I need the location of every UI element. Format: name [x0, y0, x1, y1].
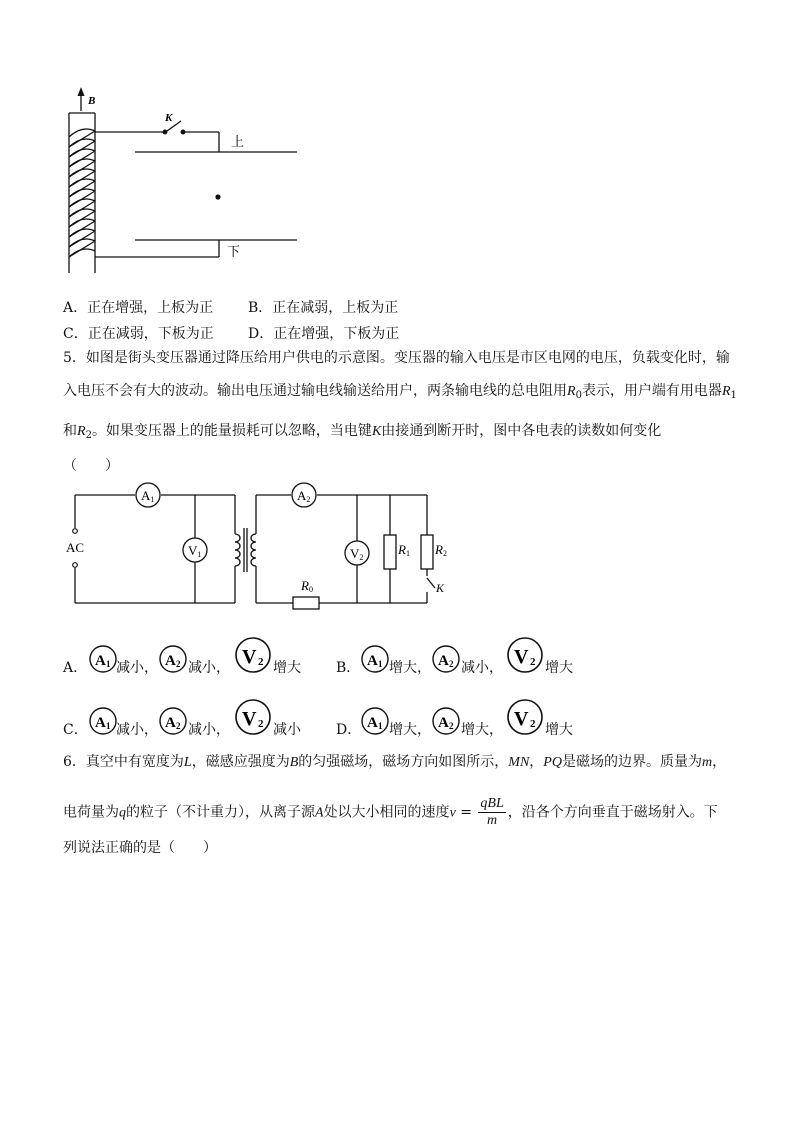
- svg-text:1: 1: [106, 721, 111, 731]
- svg-text:2: 2: [258, 718, 264, 730]
- v2-meter-icon: [233, 636, 273, 674]
- svg-text:A: A: [165, 715, 176, 731]
- q5-line-1: 5．如图是街头变压器通过降压给用户供电的示意图。变压器的输入电压是市区电网的电压，负载变化时，输: [63, 350, 730, 366]
- particle-dot: [215, 194, 220, 199]
- svg-text:1: 1: [378, 659, 383, 669]
- svg-text:A2: A2: [297, 488, 311, 504]
- lower-plate-label: 下: [227, 244, 241, 259]
- v2-meter-icon: [505, 636, 545, 674]
- q5-option-a-a2-change: 减小，: [188, 660, 230, 676]
- q5-option-a-a1-change: 减小，: [116, 660, 158, 676]
- q5-line-3: 和$R_2$。如果变压器上的能量损耗可以忽略，当电键K由接通到断开时，图中各电表的读数如何变化: [63, 423, 662, 441]
- voltmeter-v1: [183, 538, 207, 562]
- q6-line-1: 6．真空中有宽度为L，磁感应强度为B的匀强磁场，磁场方向如图所示，MN，PQ是磁场的边界。质量为m，: [63, 754, 727, 770]
- q6-line-2: 电荷量为q的粒子（不计重力），从离子源A处以大小相同的速度v = qBL m ，沿各个方向垂直于磁场射入。下: [63, 796, 718, 828]
- upper-plate-label: 上: [231, 134, 245, 149]
- q4-option-d: D．正在增强，下板为正: [248, 326, 400, 342]
- svg-text:V1: V1: [188, 543, 202, 559]
- svg-text:2: 2: [176, 721, 181, 731]
- velocity-fraction: qBL m: [480, 796, 504, 828]
- a1-meter-icon: [88, 644, 118, 674]
- svg-text:2: 2: [449, 659, 454, 669]
- switch-k-label: K: [165, 112, 173, 124]
- solenoid-capacitor-figure: [55, 85, 315, 285]
- q5-option-a-v2-change: 增大: [273, 660, 301, 676]
- svg-text:2: 2: [530, 656, 536, 668]
- a1-meter-icon: [360, 644, 390, 674]
- ammeter-a2: [292, 483, 316, 507]
- svg-text:R1: R1: [398, 542, 410, 558]
- svg-text:1: 1: [106, 659, 111, 669]
- v2-meter-icon: [233, 698, 273, 736]
- q5-option-b-a1-change: 增大，: [389, 660, 431, 676]
- ac-source-label: AC: [66, 540, 85, 555]
- q5-option-c-v2-change: 减小: [273, 722, 301, 738]
- svg-text:1: 1: [378, 721, 383, 731]
- q5-option-b-letter: B．: [336, 660, 361, 676]
- resistor-r1: [384, 535, 410, 569]
- a1-meter-icon: [360, 706, 390, 736]
- q5-option-d-a1-change: 增大，: [389, 722, 431, 738]
- svg-text:A: A: [367, 653, 378, 669]
- a2-meter-icon: [158, 706, 188, 736]
- svg-text:2: 2: [449, 721, 454, 731]
- q5-option-b-a2-change: 减小，: [461, 660, 503, 676]
- svg-text:R0: R0: [301, 578, 313, 594]
- a2-meter-icon: [431, 644, 461, 674]
- svg-text:V: V: [514, 708, 529, 730]
- voltmeter-v2: [345, 541, 369, 565]
- q5-option-d-a2-change: 增大，: [461, 722, 503, 738]
- q5-option-c-a2-change: 减小，: [188, 722, 230, 738]
- svg-text:V: V: [242, 708, 257, 730]
- q4-option-c: C．正在减弱，下板为正: [63, 326, 214, 342]
- q4-option-a: A．正在增强，上板为正: [63, 300, 214, 316]
- q5-option-b-v2-change: 增大: [545, 660, 573, 676]
- q5-answer-paren: （ ）: [63, 458, 119, 474]
- svg-text:A: A: [367, 715, 378, 731]
- v2-meter-icon: [505, 698, 545, 736]
- q5-option-a-letter: A．: [63, 660, 88, 676]
- q5-option-d-v2-change: 增大: [545, 722, 573, 738]
- q5-option-c-a1-change: 减小，: [116, 722, 158, 738]
- svg-text:A1: A1: [141, 488, 155, 504]
- q4-option-b: B．正在减弱，上板为正: [248, 300, 399, 316]
- svg-text:V2: V2: [350, 546, 364, 562]
- q5-option-c-letter: C．: [63, 722, 88, 738]
- svg-text:A: A: [165, 653, 176, 669]
- a2-meter-icon: [158, 644, 188, 674]
- q5-line-2: 入电压不会有大的波动。输出电压通过输电线输送给用户，两条输电线的总电阻用$R_0$表示，用户端有用电器$R_1$: [63, 383, 737, 401]
- a2-meter-icon: [431, 706, 461, 736]
- resistor-r0: [293, 578, 319, 609]
- svg-text:V: V: [514, 646, 529, 668]
- q6-line-3: 列说法正确的是（ ）: [63, 840, 217, 856]
- svg-text:A: A: [438, 653, 449, 669]
- svg-text:2: 2: [530, 718, 536, 730]
- b-field-label: B: [88, 95, 96, 107]
- transformer-circuit-figure: [65, 480, 455, 612]
- switch-k-label: K: [436, 581, 445, 595]
- svg-text:V: V: [242, 646, 257, 668]
- svg-text:R2: R2: [435, 542, 447, 558]
- q5-option-d-letter: D．: [336, 722, 362, 738]
- svg-text:A: A: [95, 715, 106, 731]
- svg-text:A: A: [95, 653, 106, 669]
- svg-text:A: A: [438, 715, 449, 731]
- svg-text:2: 2: [258, 656, 264, 668]
- ammeter-a1: [136, 483, 160, 507]
- a1-meter-icon: [88, 706, 118, 736]
- resistor-r2: [421, 535, 447, 569]
- svg-text:2: 2: [176, 659, 181, 669]
